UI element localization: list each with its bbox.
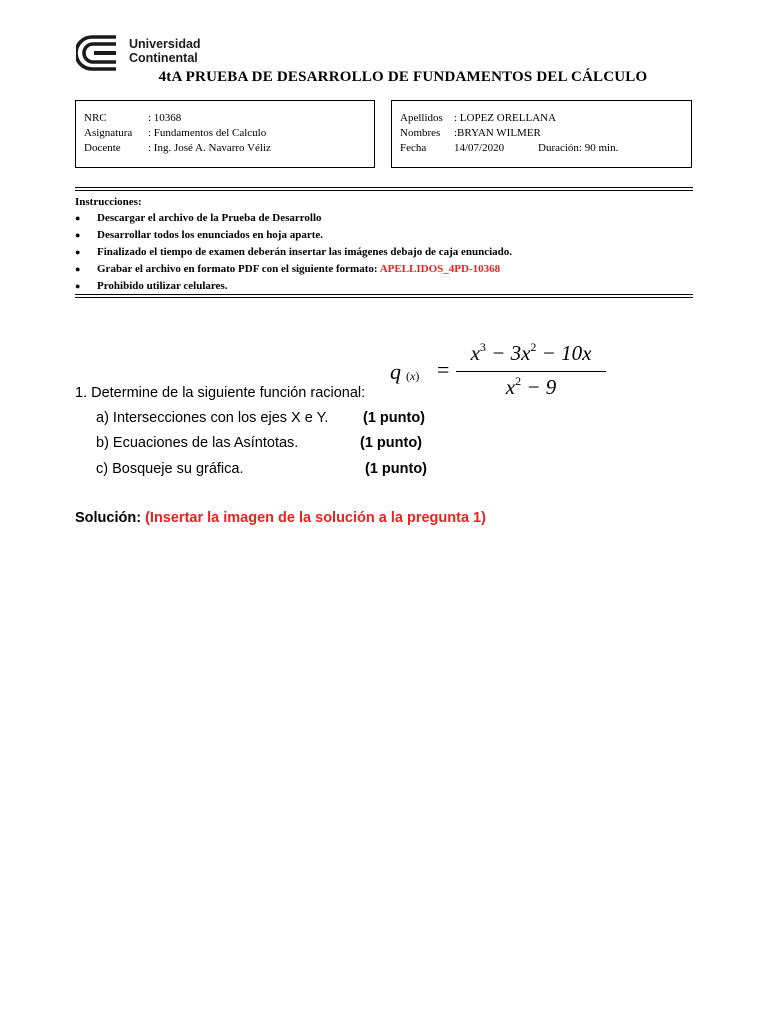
instructions-title: Instrucciones: (75, 196, 142, 208)
logo-line2: Continental (129, 51, 198, 65)
question-item-a-points: (1 punto) (363, 410, 426, 426)
equals-sign: = (437, 357, 450, 382)
instruction-item (75, 210, 693, 227)
student-info-box (391, 100, 692, 168)
instruction-text: Descargar el archivo de la Prueba de Desarrollo (97, 212, 322, 224)
info-row-nrc (84, 111, 182, 125)
instruction-item (75, 261, 693, 278)
fecha-value: 14/07/2020 (454, 142, 505, 154)
bullet-icon: ● (75, 281, 81, 291)
divider-bottom-2 (75, 297, 693, 298)
formula-denominator: $x^2 - 9$ (505, 374, 557, 399)
nombres-value: :BRYAN WILMER (454, 127, 541, 139)
question-item-b-points: (1 punto) (360, 435, 423, 451)
asignatura-label: Asignatura (84, 127, 133, 139)
bullet-icon: ● (75, 230, 81, 240)
question-item-c-points: (1 punto) (365, 461, 428, 477)
question-item-c: c) Bosqueje su gráfica. (96, 461, 244, 477)
nombres-label: Nombres (400, 127, 441, 139)
docente-value: : Ing. José A. Navarro Véliz (148, 142, 271, 154)
solution-label: Solución: (75, 510, 142, 526)
university-logo (76, 35, 216, 71)
course-info-box (75, 100, 375, 168)
logo-line1: Universidad (129, 37, 201, 51)
fecha-label: Fecha (400, 142, 427, 154)
formula-numerator: $x^3 - 3x^2 - 10x$ (470, 340, 592, 365)
instruction-item (75, 244, 693, 261)
instruction-text: Finalizado el tiempo de examen deberán insertar las imágenes debajo de caja enunciado. (97, 246, 513, 258)
info-row-asignatura (84, 126, 267, 140)
rational-function-formula (390, 338, 620, 404)
document-title (0, 69, 768, 86)
docente-label: Docente (84, 142, 121, 154)
logo-mark-icon (76, 35, 120, 71)
function-name: q (390, 359, 401, 384)
apellidos-value: : LOPEZ ORELLANA (454, 112, 557, 124)
instruction-text: Desarrollar todos los enunciados en hoja aparte. (97, 229, 324, 241)
instruction-item (75, 278, 693, 295)
bullet-icon: ● (75, 247, 81, 257)
fraction-bar (456, 371, 606, 372)
info-row-nombres (400, 126, 541, 140)
bullet-icon: ● (75, 213, 81, 223)
duracion-value: Duración: 90 min. (538, 142, 619, 154)
solution-line (75, 510, 486, 526)
asignatura-value: : Fundamentos del Calculo (148, 127, 267, 139)
question-item-a: a) Intersecciones con los ejes X e Y. (96, 410, 329, 426)
instruction-text: Grabar el archivo en formato PDF con el siguiente formato: (97, 263, 378, 275)
divider-top-2 (75, 190, 693, 191)
question-text: 1. Determine de la siguiente función racional: (75, 385, 366, 401)
divider-bottom-1 (75, 294, 693, 295)
info-row-docente (84, 141, 271, 155)
instructions-block (75, 194, 693, 295)
instruction-text: Prohibido utilizar celulares. (97, 280, 228, 292)
info-row-apellidos (400, 111, 557, 125)
function-variable: (x) (406, 369, 420, 383)
question-item-b: b) Ecuaciones de las Asíntotas. (96, 435, 299, 451)
instruction-item (75, 227, 693, 244)
title-text: PRUEBA DE DESARROLLO DE FUNDAMENTOS DEL CÁLCULO (185, 69, 648, 85)
title-prefix: 4tA (158, 69, 182, 85)
apellidos-label: Apellidos (400, 112, 443, 124)
solution-hint: (Insertar la imagen de la solución a la pregunta 1) (145, 510, 486, 526)
nrc-value: : 10368 (148, 112, 182, 124)
divider-top-1 (75, 187, 693, 188)
bullet-icon: ● (75, 264, 81, 274)
nrc-label: NRC (84, 112, 107, 124)
file-format-highlight: APELLIDOS_4PD-10368 (379, 263, 501, 275)
info-row-fecha (400, 141, 619, 155)
